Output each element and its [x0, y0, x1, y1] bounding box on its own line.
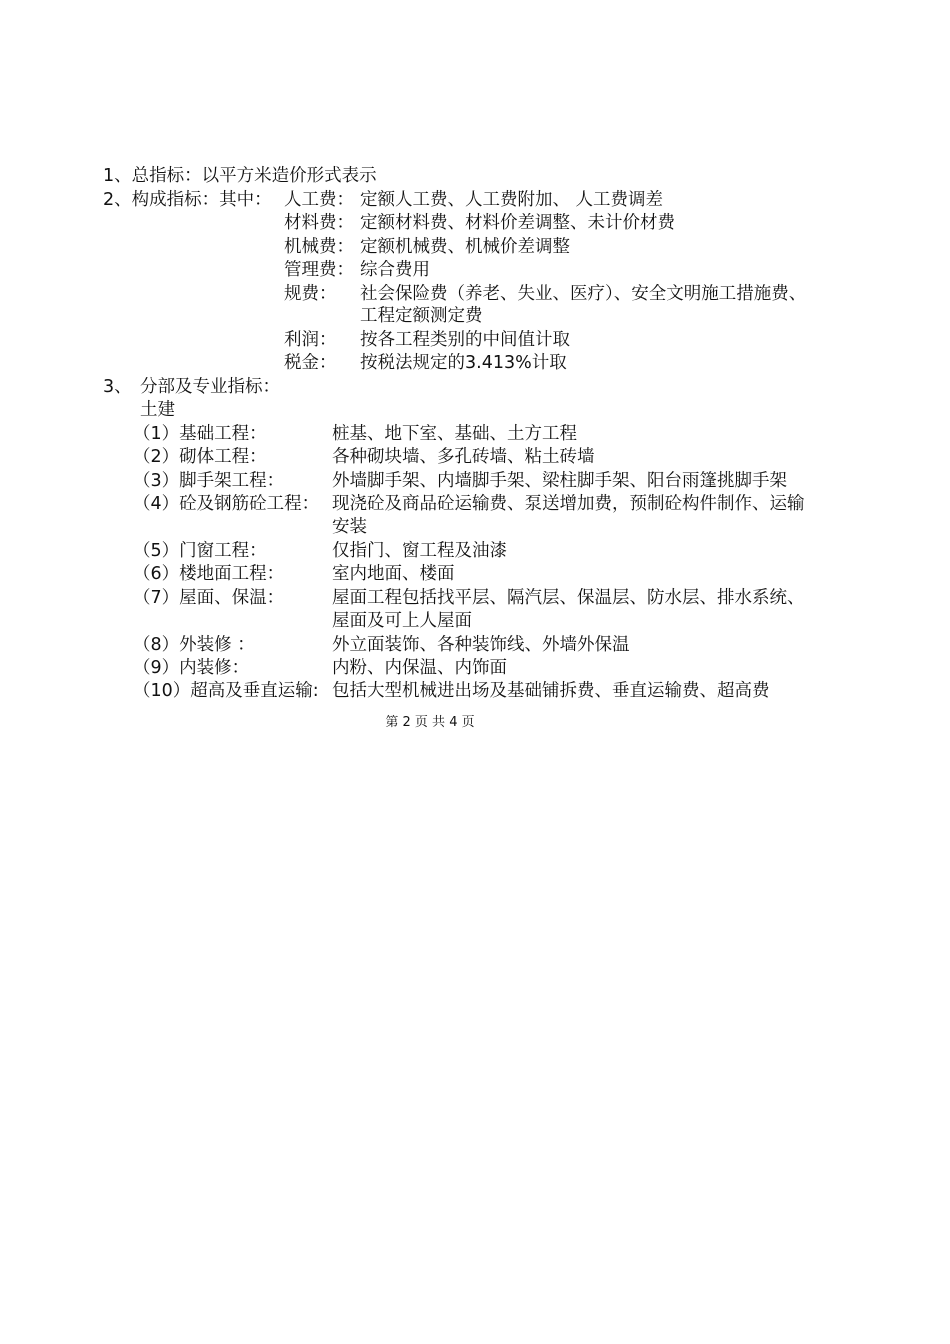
item-text: 内粉、内保温、内饰面	[332, 658, 507, 678]
management-fee-label: 管理费：	[284, 260, 354, 280]
section-1-total-indicator: 1、总指标：以平方米造价形式表示	[103, 166, 377, 186]
regulatory-fee-label: 规费：	[284, 284, 337, 304]
item-text-continued: 安装	[332, 517, 367, 537]
item-text: 外立面装饰、各种装饰线、外墙外保温	[332, 635, 630, 655]
item-label: （3）脚手架工程：	[133, 471, 285, 491]
page-footer: 第 2 页 共 4 页	[385, 715, 475, 730]
management-fee-text: 综合费用	[360, 260, 430, 280]
item-text: 现浇砼及商品砼运输费、泵送增加费，预制砼构件制作、运输	[332, 494, 805, 514]
item-label: （5）门窗工程：	[133, 541, 267, 561]
section-2-prefix: 2、构成指标：其中：	[103, 190, 272, 210]
section-3-number: 3、	[103, 377, 132, 397]
item-label: （7）屋面、保温：	[133, 588, 285, 608]
item-label: （8）外装修 ：	[133, 635, 255, 655]
regulatory-fee-text-1: 社会保险费（养老、失业、医疗）、安全文明施工措施费、	[360, 284, 807, 304]
item-label: （4）砼及钢筋砼工程：	[133, 494, 320, 514]
tax-text: 按税法规定的3.413%计取	[360, 353, 567, 373]
item-label: （10）超高及垂直运输:	[133, 681, 319, 701]
item-text: 外墙脚手架、内墙脚手架、梁柱脚手架、阳台雨篷挑脚手架	[332, 471, 787, 491]
item-text-continued: 屋面及可上人屋面	[332, 611, 472, 631]
item-label: （1）基础工程：	[133, 424, 267, 444]
machine-cost-text: 定额机械费、机械价差调整	[360, 237, 570, 257]
labor-cost-label: 人工费：	[284, 190, 354, 210]
item-text: 屋面工程包括找平层、隔汽层、保温层、防水层、排水系统、	[332, 588, 805, 608]
labor-cost-text: 定额人工费、人工费附加、 人工费调差	[360, 190, 664, 210]
item-text: 桩基、地下室、基础、土方工程	[332, 424, 577, 444]
section-3-title: 分部及专业指标：	[140, 377, 280, 397]
item-text: 各种砌块墙、多孔砖墙、粘土砖墙	[332, 447, 595, 467]
item-label: （2）砌体工程：	[133, 447, 267, 467]
profit-label: 利润：	[284, 330, 337, 350]
material-cost-label: 材料费：	[284, 213, 354, 233]
material-cost-text: 定额材料费、材料价差调整、未计价材费	[360, 213, 675, 233]
tax-label: 税金：	[284, 353, 337, 373]
profit-text: 按各工程类别的中间值计取	[360, 330, 570, 350]
item-text: 室内地面、楼面	[332, 564, 455, 584]
item-text: 仅指门、窗工程及油漆	[332, 541, 507, 561]
item-label: （9）内装修：	[133, 658, 250, 678]
item-text: 包括大型机械进出场及基础铺拆费、垂直运输费、超高费	[332, 681, 770, 701]
machine-cost-label: 机械费：	[284, 237, 354, 257]
section-3-subtitle: 土建	[140, 400, 175, 420]
regulatory-fee-text-2: 工程定额测定费	[360, 306, 483, 326]
item-label: （6）楼地面工程：	[133, 564, 285, 584]
